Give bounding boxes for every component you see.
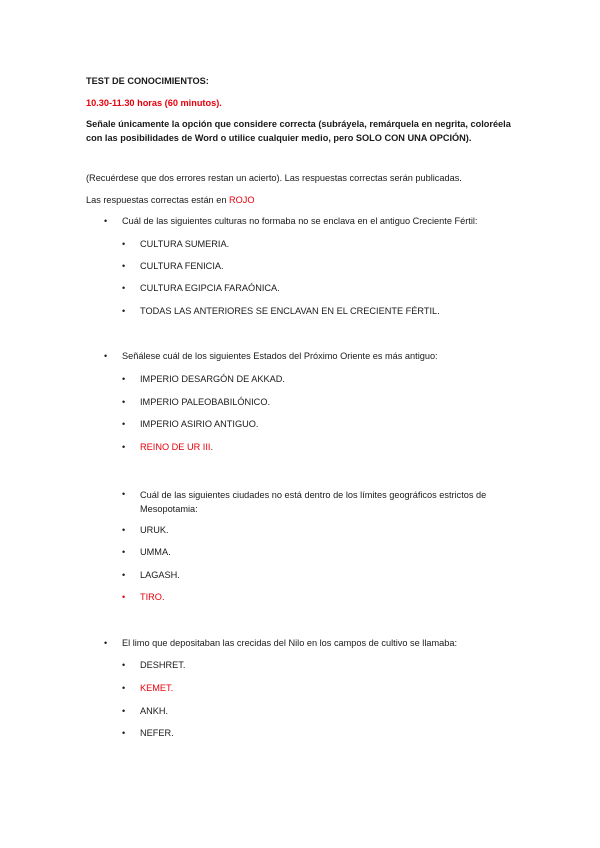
q4-option-4: NEFER. bbox=[140, 728, 174, 738]
q3-option-4-correct: TIRO. bbox=[140, 592, 165, 602]
answers-note-text: Las respuestas correctas están en bbox=[86, 195, 229, 205]
bullet-icon: • bbox=[122, 525, 126, 535]
q3-option-1: URUK. bbox=[140, 525, 169, 535]
q2-option-1: IMPERIO DESARGÓN DE AKKAD. bbox=[140, 374, 285, 384]
answers-note-highlight: ROJO bbox=[229, 195, 255, 205]
bullet-icon: • bbox=[122, 489, 126, 499]
bullet-icon: • bbox=[122, 283, 126, 293]
bullet-icon: • bbox=[122, 442, 126, 452]
q1-option-3: CULTURA EGIPCIA FARAÓNICA. bbox=[140, 283, 280, 293]
q4-option-3: ANKH. bbox=[140, 706, 169, 716]
bullet-icon: • bbox=[122, 570, 126, 580]
q3-option-2: UMMA. bbox=[140, 547, 171, 557]
q2-option-3: IMPERIO ASIRIO ANTIGUO. bbox=[140, 419, 259, 429]
bullet-icon: • bbox=[122, 374, 126, 384]
bullet-icon: • bbox=[122, 397, 126, 407]
q2-option-2: IMPERIO PALEOBABILÓNICO. bbox=[140, 397, 271, 407]
q2-option-4-correct: REINO DE UR III. bbox=[140, 442, 213, 452]
answers-note bbox=[86, 194, 255, 208]
bullet-icon: • bbox=[122, 261, 126, 271]
bullet-icon: • bbox=[122, 306, 126, 316]
bullet-icon: • bbox=[122, 728, 126, 738]
question-1-text: Cuál de las siguientes culturas no formaba no se enclava en el antiguo Creciente Fértil: bbox=[122, 216, 478, 226]
instructions: Señale únicamente la opción que considere correcta (subráyela, remárquela en negrita, coloréela con las posibilidades de Word o utilice cualquier medio, pero SOLO CON UNA OPCIÓN). bbox=[86, 119, 511, 143]
q4-option-1: DESHRET. bbox=[140, 660, 186, 670]
question-4-text: El limo que depositaban las crecidas del Nilo en los campos de cultivo se llamaba: bbox=[122, 638, 458, 648]
question-2-text: Señálese cuál de los siguientes Estados del Próximo Oriente es más antiguo: bbox=[122, 351, 438, 361]
bullet-icon: • bbox=[122, 683, 126, 693]
bullet-icon: • bbox=[122, 239, 126, 249]
bullet-icon: • bbox=[122, 706, 126, 716]
q4-option-2-correct: KEMET. bbox=[140, 683, 174, 693]
q3-option-3: LAGASH. bbox=[140, 570, 180, 580]
q1-option-4: TODAS LAS ANTERIORES SE ENCLAVAN EN EL CRECIENTE FÉRTIL. bbox=[140, 306, 440, 316]
bullet-icon: • bbox=[122, 419, 126, 429]
q1-option-2: CULTURA FENICIA. bbox=[140, 261, 224, 271]
page-title: TEST DE CONOCIMIENTOS: bbox=[86, 76, 209, 86]
bullet-icon: • bbox=[104, 638, 108, 648]
question-3-text: Cuál de las siguientes ciudades no está dentro de los límites geográficos estrictos de Mesopotamia: bbox=[140, 490, 487, 514]
note: (Recuérdese que dos errores restan un acierto). Las respuestas correctas serán publicadas. bbox=[86, 173, 462, 183]
bullet-icon: • bbox=[122, 547, 126, 557]
time-info: 10.30-11.30 horas (60 minutos). bbox=[86, 98, 222, 108]
bullet-icon: • bbox=[122, 592, 126, 602]
bullet-icon: • bbox=[122, 660, 126, 670]
bullet-icon: • bbox=[104, 351, 108, 361]
q1-option-1: CULTURA SUMERIA. bbox=[140, 239, 230, 249]
bullet-icon: • bbox=[104, 216, 108, 226]
